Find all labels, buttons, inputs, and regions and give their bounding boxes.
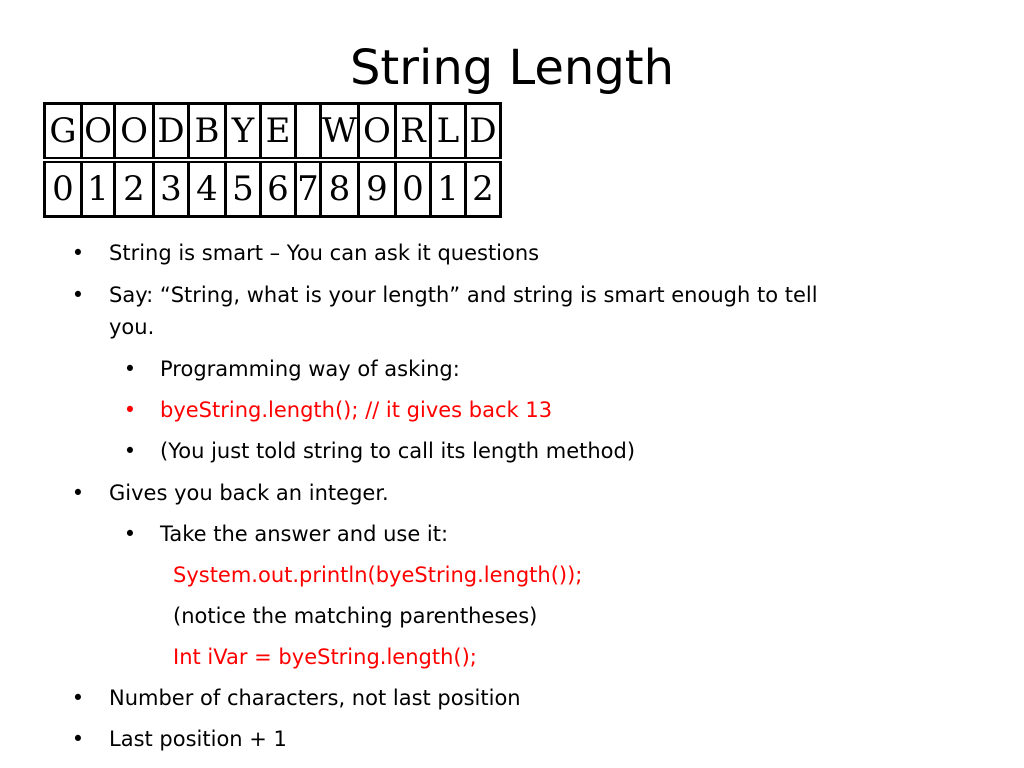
bullet-text: (notice the matching parentheses) [173, 604, 538, 628]
bullet-dot: • [123, 357, 137, 381]
bullet-text: Take the answer and use it: [160, 522, 449, 546]
bullet-text: Programming way of asking: [160, 357, 460, 381]
index-cell: 2 [115, 160, 154, 217]
bullet-dot: • [71, 283, 85, 307]
index-cell: 7 [296, 160, 321, 217]
characters-row [45, 104, 501, 161]
char-cell: G [45, 104, 82, 161]
slide-title: String Length [349, 40, 675, 96]
indices-row [45, 160, 501, 217]
char-cell: W [321, 104, 359, 161]
index-cell: 6 [261, 160, 296, 217]
index-cell: 1 [82, 160, 115, 217]
index-cell: 3 [154, 160, 189, 217]
bullet-dot: • [123, 439, 137, 463]
char-cell: D [465, 104, 500, 161]
char-cell: R [395, 104, 430, 161]
bullet-text: you. [109, 315, 155, 339]
index-cell: 0 [45, 160, 82, 217]
bullet-text: Last position + 1 [109, 727, 287, 751]
bullet-text: Int iVar = byeString.length(); [173, 645, 477, 669]
index-cell: 2 [465, 160, 500, 217]
index-cell: 1 [430, 160, 465, 217]
index-cell: 9 [358, 160, 395, 217]
bullet-dot: • [71, 241, 85, 265]
bullet-dot: • [71, 481, 85, 505]
bullet-dot: • [71, 686, 85, 710]
bullet-text: (You just told string to call its length method) [160, 439, 636, 463]
index-cell: 0 [395, 160, 430, 217]
bullet-dot: • [123, 522, 137, 546]
char-cell: Y [226, 104, 261, 161]
bullet-text: Gives you back an integer. [109, 481, 389, 505]
char-cell: E [261, 104, 296, 161]
bullet-text: System.out.println(byeString.length()); [173, 563, 583, 587]
char-cell: L [430, 104, 465, 161]
char-cell: B [189, 104, 226, 161]
bullet-text: Number of characters, not last position [109, 686, 521, 710]
index-cell: 5 [226, 160, 261, 217]
bullet-text: Say: “String, what is your length” and string is smart enough to tell [109, 283, 818, 307]
char-cell: O [115, 104, 154, 161]
bullet-dot: • [71, 727, 85, 751]
string-index-table [43, 102, 502, 218]
bullet-text: byeString.length(); // it gives back 13 [160, 398, 553, 422]
char-cell: O [358, 104, 395, 161]
bullet-text: String is smart – You can ask it questions [109, 241, 540, 265]
char-cell: O [82, 104, 115, 161]
index-cell: 4 [189, 160, 226, 217]
index-cell: 8 [321, 160, 359, 217]
bullet-dot: • [123, 398, 137, 422]
char-cell: D [154, 104, 189, 161]
char-cell [296, 104, 321, 161]
